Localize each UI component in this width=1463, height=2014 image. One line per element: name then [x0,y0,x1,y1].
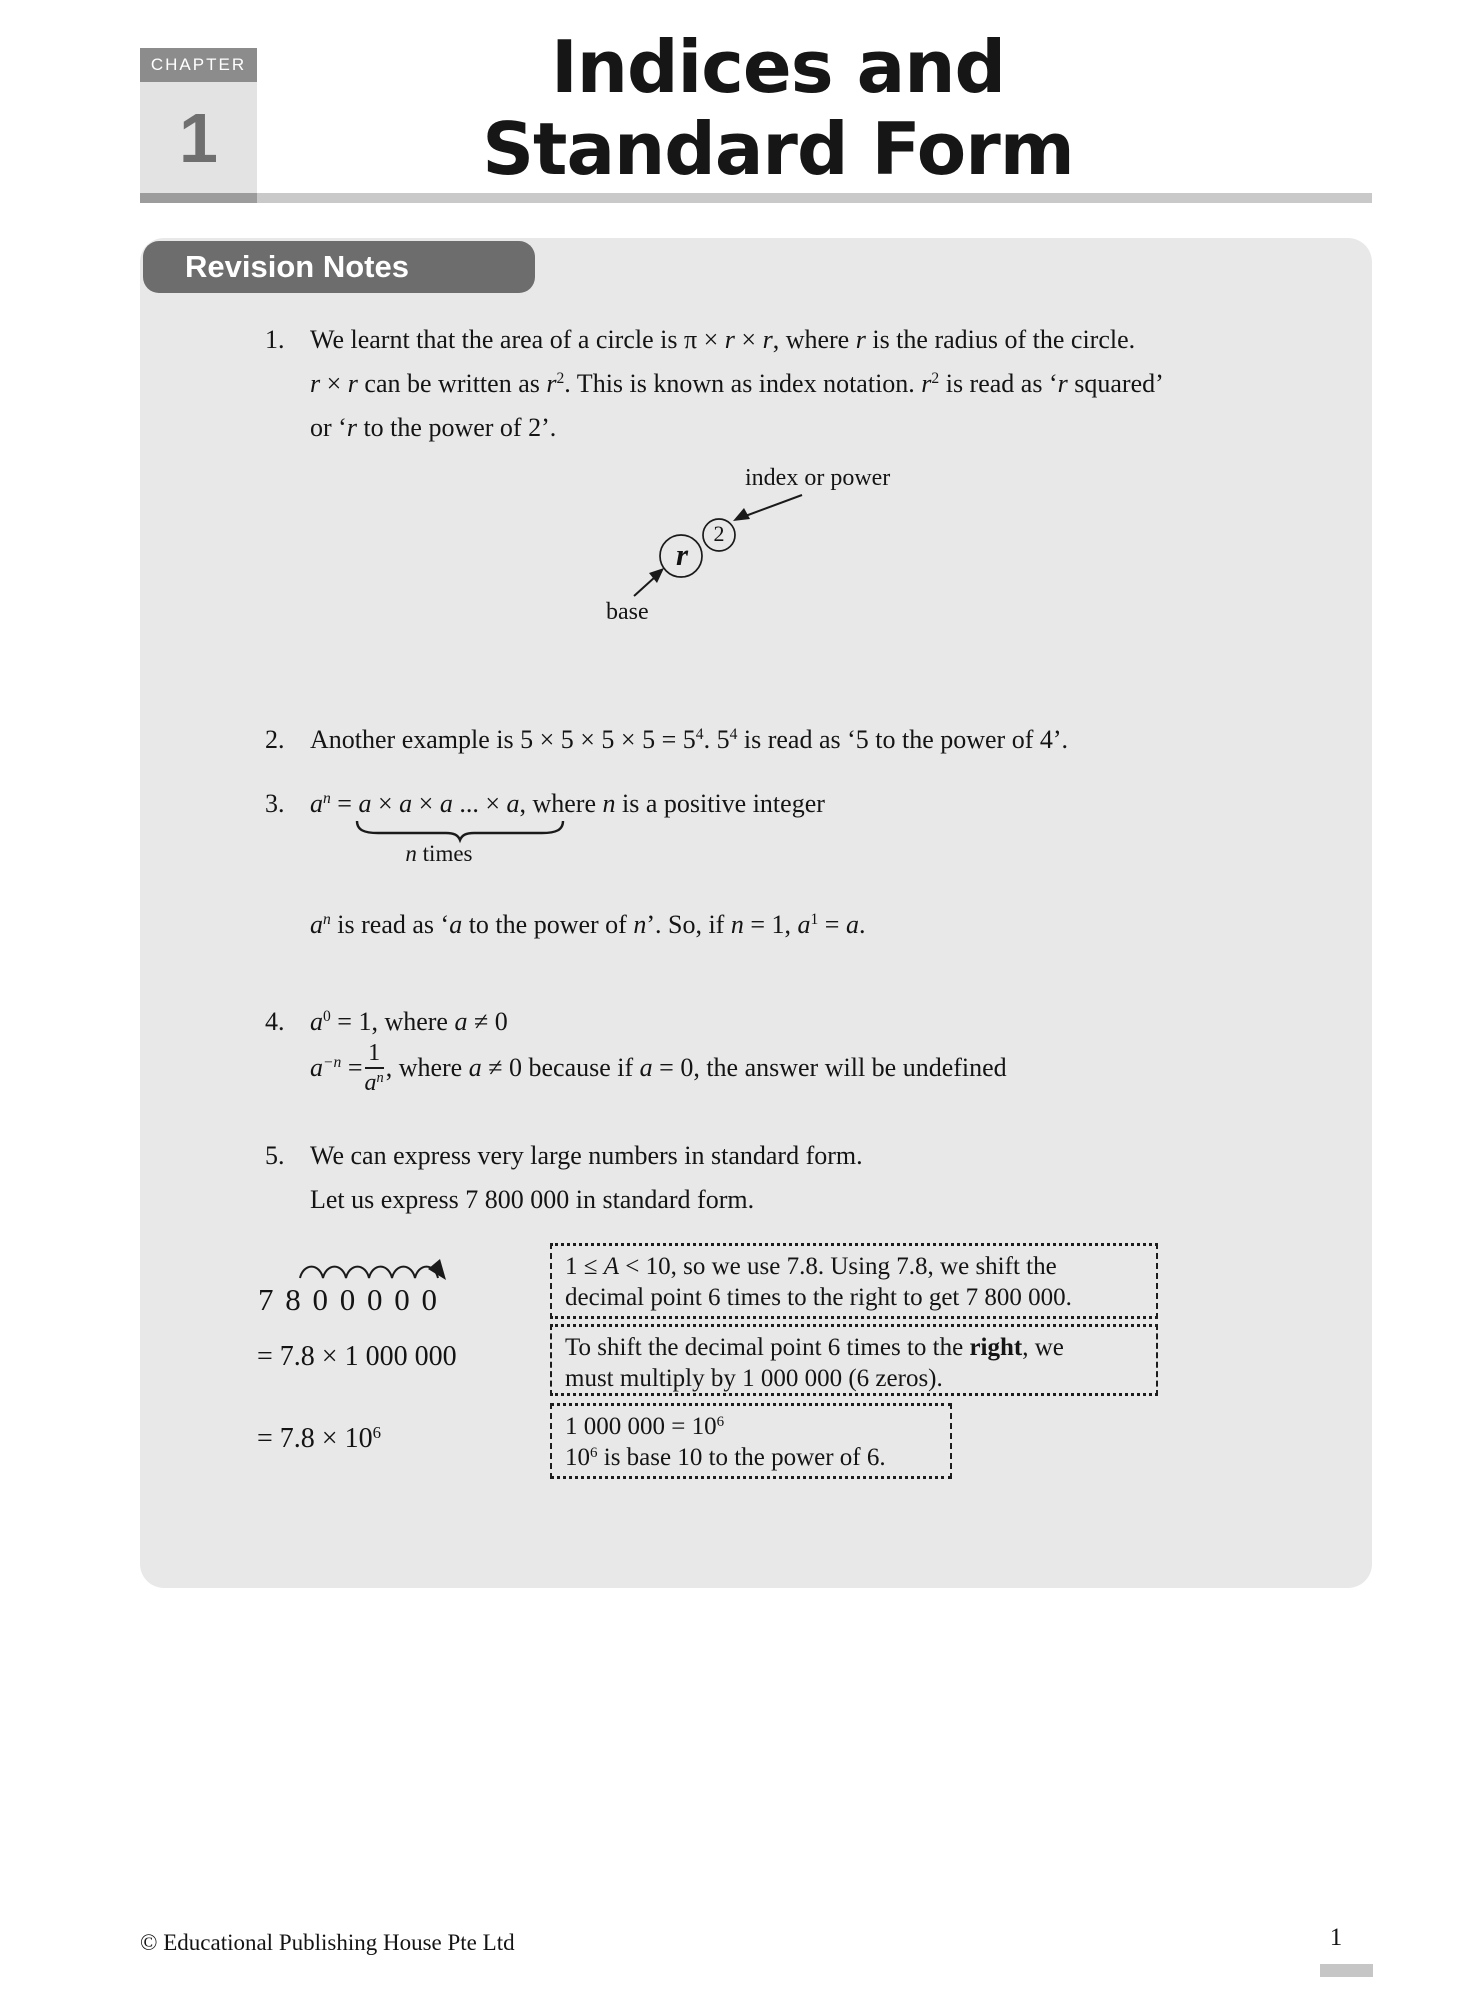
title-rule-dark-segment [140,193,257,203]
base-letter: r [675,537,689,572]
fraction-denominator: $a^n$ [364,1070,384,1096]
item-number: 5. [265,1141,285,1170]
note-box-3: 1 000 $000 = 10^6$ $10^6$ is base 10 to the power of 6. [550,1403,952,1479]
item-line: We can express very large numbers in standard form. [310,1141,863,1170]
item-line: Another example is $5 \times 5 \times 5 \times 5 = 5^4$. $5^4$ is read as ‘5 to the power of 4’. [310,725,1069,754]
fraction-numerator: 1 [368,1040,381,1066]
item-number: 1. [265,325,285,354]
item-line: $a^0 = 1$, where a ≠ 0 [310,1007,508,1036]
note-box-2: To shift the decimal point 6 times to the right, we must multiply by 1 000 000 (6 zeros). [550,1324,1158,1396]
item-3-continuation: $a^n$ is read as ‘a to the power of n’. So, if n = 1, $a^1 = a$. [310,910,866,939]
item-line: $a^n = a \times a \times a$ ... × a n times , where n is a positive integer [310,782,1335,826]
page-title [298,26,1258,190]
list-item-1 [265,318,1335,450]
item-line: r × r can be written as $r^2$. This is known as index notation. $r^2$ is read as ‘r squared’ [310,369,1164,398]
equation-multiply-form: = 7.8 × 1 000 000 [257,1341,457,1372]
page-number-tab [1320,1964,1373,1977]
item-number: 3. [265,789,285,818]
digits-7800000: 7 8 0 0 0 0 0 [258,1282,439,1317]
chapter-number: 1 [140,82,257,193]
item-line: We learnt that the area of a circle is π × r × r, where r is the radius of the circle. [310,325,1136,354]
item-number: 2. [265,725,285,754]
revision-notes-badge: Revision Notes [143,241,535,293]
index-arrow-line [740,495,802,518]
chapter-tab [140,48,257,193]
chapter-label: CHAPTER [140,48,257,82]
item-line: Let us express 7 800 000 in standard form. [310,1185,755,1214]
item-4-fraction-line: $a^{-n}$ = $\frac{1}{a^n}$ , where a ≠ 0 because if a = 0, the answer will be undefined [310,1040,1007,1096]
n-times-label: n times [405,841,473,866]
page-title-line2: Standard Form [482,107,1074,191]
base-arrow-line [634,577,655,596]
equation-standard-form: = $7.8 \times 10^6$ [257,1422,381,1454]
footer-copyright: © Educational Publishing House Pte Ltd [140,1930,515,1955]
index-or-power-label: index or power [745,465,891,491]
index-arrow-head-icon [733,508,750,521]
base-label: base [606,599,649,625]
page-title-line1: Indices and [550,25,1006,109]
item-line: or ‘r to the power of 2’. [310,413,557,442]
note-box-1: 1 ≤ A < 10, so we use 7.8. Using 7.8, we shift the decimal point 6 times to the right to get 7 800 000. [550,1243,1158,1319]
item-number: 4. [265,1007,285,1036]
title-rule [140,193,1372,203]
fraction [365,1039,384,1097]
list-item-2 [265,718,1335,762]
list-item-5 [265,1134,1335,1222]
page-number: 1 [1329,1924,1343,1951]
shift-arcs-icon [294,1238,464,1284]
braced-expression: a × a × a ... × a n times [358,782,519,826]
power-number: 2 [713,521,725,546]
index-power-diagram [430,455,950,650]
